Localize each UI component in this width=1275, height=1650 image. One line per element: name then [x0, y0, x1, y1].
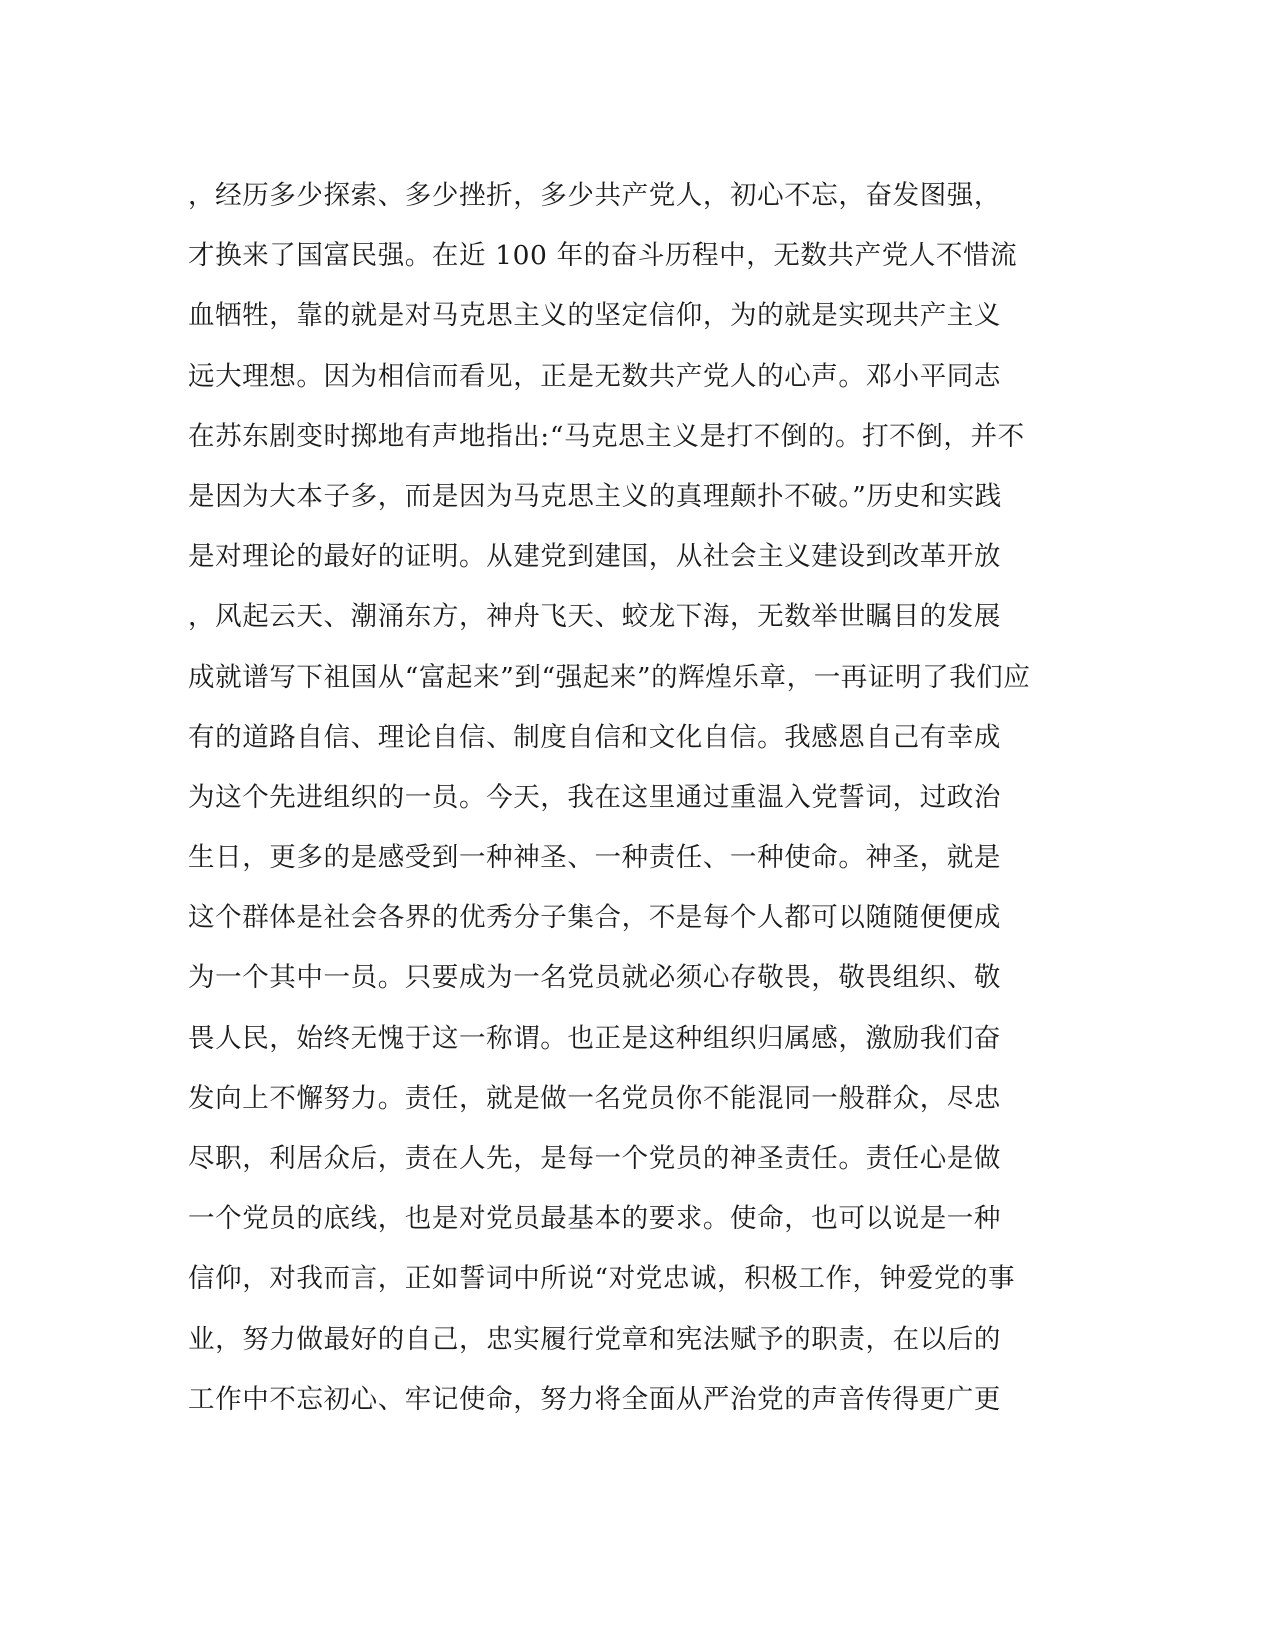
text-line: ，经历多少探索、多少挫折，多少共产党人，初心不忘，奋发图强，: [188, 180, 1001, 211]
text-line: 生日，更多的是感受到一种神圣、一种责任、一种使命。神圣，就是: [188, 842, 1001, 874]
text-line: ，风起云天、潮涌东方，神舟飞天、蛟龙下海，无数举世瞩目的发展: [188, 601, 1001, 633]
text-line: 尽职，利居众后，责在人先，是每一个党员的神圣责任。责任心是做: [188, 1143, 1001, 1174]
text-line: 是因为大本子多，而是因为马克思主义的真理颠扑不破。”历史和实践: [188, 480, 1002, 512]
text-line: 信仰，对我而言，正如誓词中所说“对党忠诚，积极工作，钟爱党的事: [188, 1263, 1016, 1295]
text-line: 工作中不忘初心、牢记使命，努力将全面从严治党的声音传得更广更: [188, 1383, 1001, 1415]
text-line: 有的道路自信、理论自信、制度自信和文化自信。我感恩自己有幸成: [188, 721, 1001, 753]
text-line: 业，努力做最好的自己，忠实履行党章和宪法赋予的职责，在以后的: [188, 1323, 1001, 1355]
text-line: 发向上不懈努力。责任，就是做一名党员你不能混同一般群众，尽忠: [188, 1082, 1001, 1114]
text-line: 为这个先进组织的一员。今天，我在这里通过重温入党誓词，过政治: [188, 781, 1001, 813]
text-line: 畏人民，始终无愧于这一称谓。也正是这种组织归属感，激励我们奋: [188, 1022, 1001, 1054]
text-line: 血牺牲，靠的就是对马克思主义的坚定信仰，为的就是实现共产主义: [188, 300, 1001, 332]
text-line: 为一个其中一员。只要成为一名党员就必须心存敬畏，敬畏组织、敬: [188, 962, 1001, 994]
text-line: 远大理想。因为相信而看见，正是无数共产党人的心声。邓小平同志: [188, 360, 1001, 392]
text-line: 是对理论的最好的证明。从建党到建国，从社会主义建设到改革开放: [188, 541, 1001, 573]
body-text: [188, 166, 1088, 1430]
text-line: 才换来了国富民强。在近 100 年的奋斗历程中，无数共产党人不惜流: [188, 240, 1018, 272]
text-line: 一个党员的底线，也是对党员最基本的要求。使命，也可以说是一种: [188, 1203, 1001, 1235]
text-line: 这个群体是社会各界的优秀分子集合，不是每个人都可以随随便便成: [188, 902, 1001, 934]
text-line: 在苏东剧变时掷地有声地指出:“马克思主义是打不倒的。打不倒，并不: [188, 420, 1025, 452]
text-line: 成就谱写下祖国从“富起来”到“强起来”的辉煌乐章，一再证明了我们应: [188, 661, 1031, 693]
